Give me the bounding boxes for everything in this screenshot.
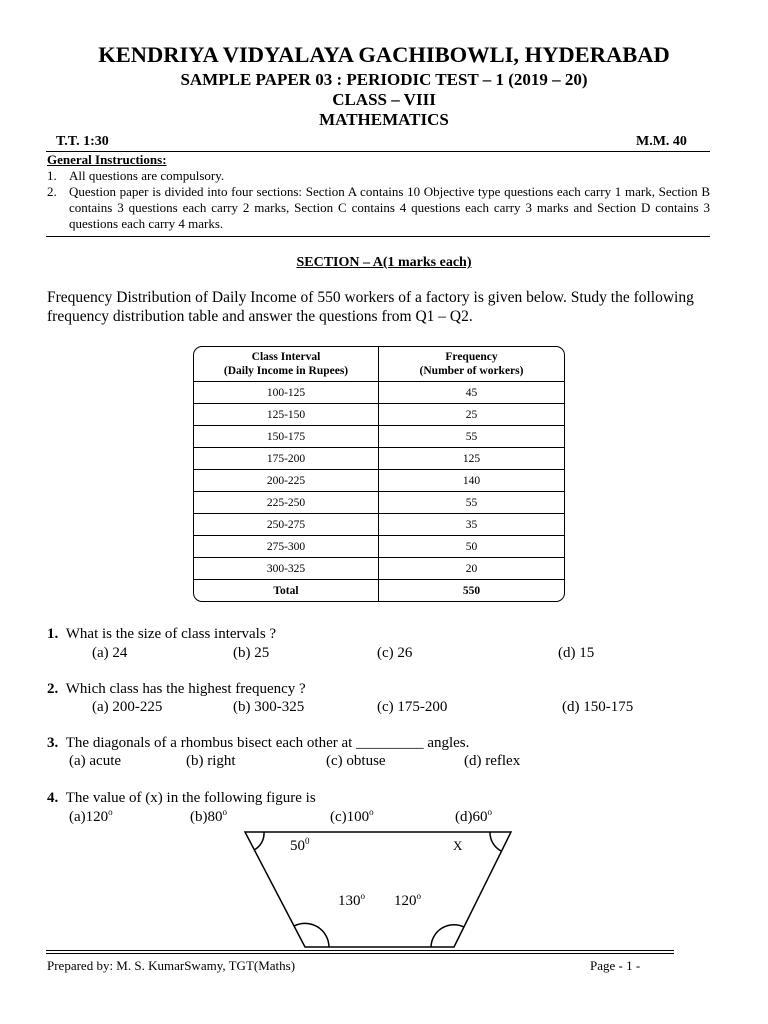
footer-rule-2 <box>46 953 674 954</box>
q4-option-d: (d)60$^o$ <box>455 807 492 825</box>
table-row: 250-275 35 <box>194 513 564 535</box>
q1-option-d: (d) 15 <box>558 645 595 661</box>
table-row: 225-250 55 <box>194 491 564 513</box>
divider-instructions <box>46 236 710 237</box>
table-header-row <box>194 347 564 381</box>
angle-label-x: X <box>453 838 463 853</box>
class-title: CLASS – VIII <box>332 90 436 109</box>
footer-page-number: Page - 1 - <box>590 958 641 973</box>
instruction-item: 2. Question paper is divided into four sections: Section A contains 10 Objective type questions each carry 1 mark, Section B contains 3 questions each carry 2 marks, Section C contains 4 questions each carry 3 marks and Section D contains 3 questions each carry 4 marks. <box>47 184 710 231</box>
table-row: 200-225 140 <box>194 469 564 491</box>
section-a-intro: Frequency Distribution of Daily Income of 550 workers of a factory is given below. Study the following frequency distribution table and answer the questions from Q1 – Q2. <box>47 289 694 325</box>
q1-option-b: (b) 25 <box>233 645 270 661</box>
total-time: T.T. 1:30 <box>56 134 109 149</box>
table-row: 150-175 55 <box>194 425 564 447</box>
q1-option-c: (c) 26 <box>377 645 413 661</box>
q2-option-d: (d) 150-175 <box>562 699 634 715</box>
footer-prepared-by: Prepared by: M. S. KumarSwamy, TGT(Maths) <box>47 958 296 973</box>
q3-option-b: (b) right <box>186 753 236 769</box>
angle-label-bottom-left: 130$^o$ <box>338 891 365 909</box>
angle-label-top-left: $50^0$ <box>290 836 310 854</box>
table-row: 300-325 20 <box>194 557 564 579</box>
question-3: 3. The diagonals of a rhombus bisect each other at _________ angles. <box>47 735 470 751</box>
question-1: 1. What is the size of class intervals ? <box>47 626 277 642</box>
frequency-table <box>193 346 565 602</box>
q2-option-a: (a) 200-225 <box>92 699 163 715</box>
q3-option-d: (d) reflex <box>464 753 521 769</box>
header-frequency: Frequency (Number of workers) <box>419 351 524 377</box>
table-row: 175-200 125 <box>194 447 564 469</box>
section-a-title: SECTION – A(1 marks each) <box>296 255 472 270</box>
subject-title: MATHEMATICS <box>319 110 449 129</box>
question-2: 2. Which class has the highest frequency ? <box>47 681 306 697</box>
general-instructions <box>47 152 710 232</box>
instructions-title: General Instructions: <box>47 152 167 167</box>
table-row: 100-125 45 <box>194 381 564 403</box>
instruction-item: 1. All questions are compulsory. <box>47 168 225 183</box>
q2-option-b: (b) 300-325 <box>233 699 305 715</box>
angle-arc-top-right <box>490 832 501 851</box>
table-total-row: Total 550 <box>194 579 564 601</box>
question-4: 4. The value of (x) in the following figure is <box>47 790 316 806</box>
table-row: 125-150 25 <box>194 403 564 425</box>
school-name: KENDRIYA VIDYALAYA GACHIBOWLI, HYDERABAD <box>98 42 670 67</box>
paper-title: SAMPLE PAPER 03 : PERIODIC TEST – 1 (2019 – 20) <box>180 70 588 89</box>
q3-option-c: (c) obtuse <box>326 753 386 769</box>
footer-rule <box>46 950 674 951</box>
angle-label-bottom-right: 120$^o$ <box>394 891 421 909</box>
table-row: 275-300 50 <box>194 535 564 557</box>
q4-option-c: (c)100$^o$ <box>330 807 374 825</box>
q4-option-a: (a)120$^o$ <box>69 807 113 825</box>
trapezium-figure <box>240 826 520 952</box>
max-marks: M.M. 40 <box>636 134 687 149</box>
header-class-interval: Class Interval (Daily Income in Rupees) <box>194 347 379 381</box>
q3-option-a: (a) acute <box>69 753 122 769</box>
trapezium-shape <box>245 832 511 947</box>
q1-option-a: (a) 24 <box>92 645 128 661</box>
q4-option-b: (b)80$^o$ <box>190 807 227 825</box>
angle-arc-top-left <box>254 832 264 850</box>
q2-option-c: (c) 175-200 <box>377 699 448 715</box>
